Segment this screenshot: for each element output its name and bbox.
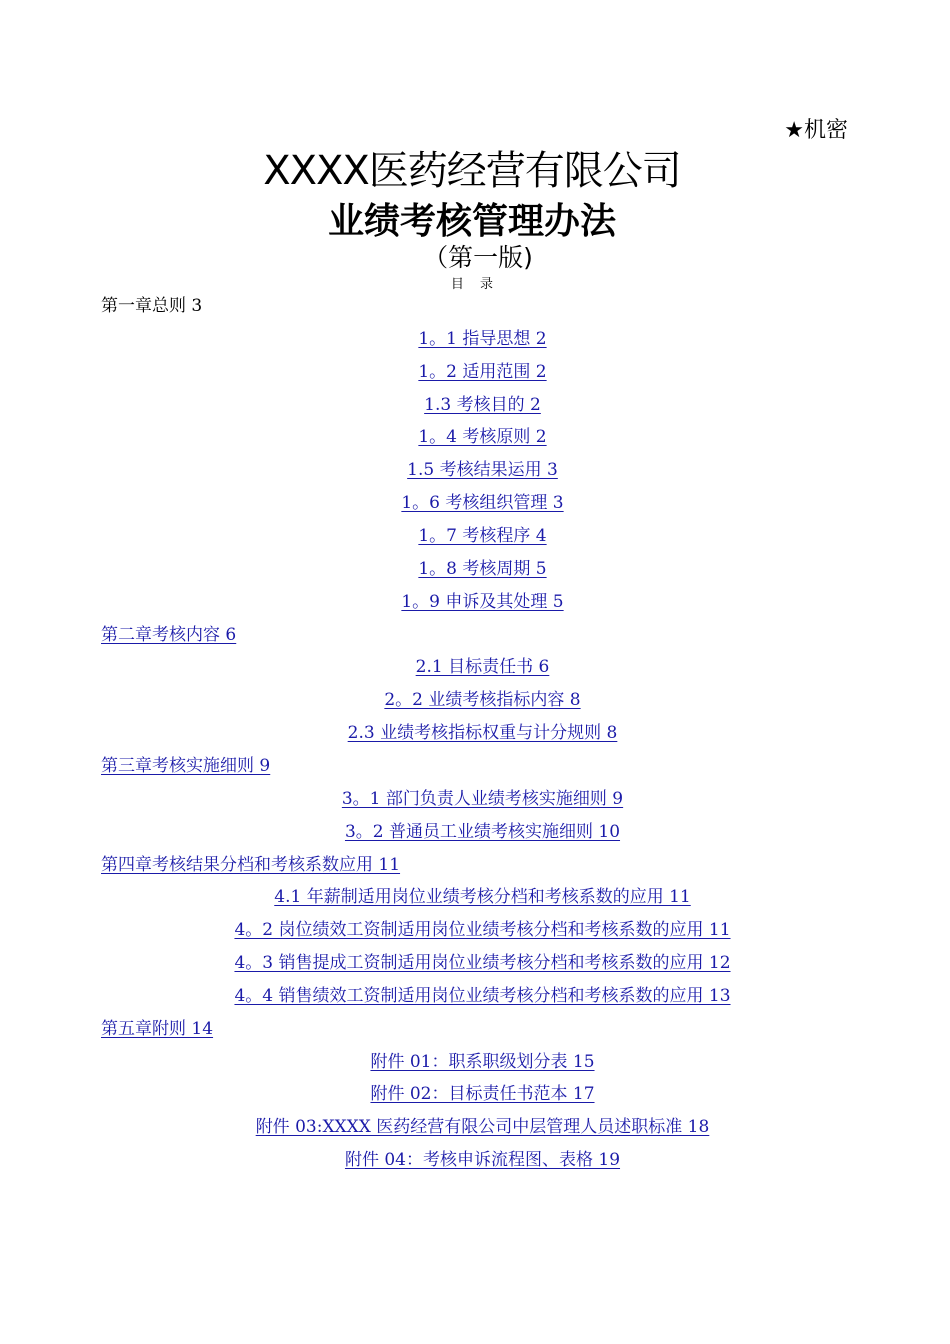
toc-chapter-link[interactable]: 第一章总则 3: [101, 296, 203, 316]
company-title: XXXX医药经营有限公司: [263, 148, 681, 194]
toc-section-link[interactable]: 附件 01：职系职级划分表 15: [370, 1051, 595, 1072]
toc-section-link[interactable]: 2.3 业绩考核指标权重与计分规则 8: [347, 723, 618, 743]
edition-label: （第一版): [423, 243, 533, 272]
toc-section-link[interactable]: 3。2 普通员工业绩考核实施细则 10: [344, 821, 621, 842]
toc-section-link[interactable]: 2.1 目标责任书 6: [415, 657, 550, 678]
toc-section-link[interactable]: 1。8 考核周期 5: [418, 558, 547, 579]
toc-section-link[interactable]: 4.1 年薪制适用岗位业绩考核分档和考核系数的应用 11: [274, 887, 691, 908]
toc-section-link[interactable]: 2。2 业绩考核指标内容 8: [384, 690, 581, 711]
toc-section-link[interactable]: 3。1 部门负责人业绩考核实施细则 9: [341, 788, 624, 809]
toc-heading: 目 录: [450, 277, 500, 292]
toc-section-link[interactable]: 4。4 销售绩效工资制适用岗位业绩考核分档和考核系数的应用 13: [234, 985, 731, 1006]
toc-chapter-link[interactable]: 第五章附则 14: [101, 1018, 214, 1039]
document-title: 业绩考核管理办法: [327, 201, 616, 242]
toc-section-link[interactable]: 1。4 考核原则 2: [418, 427, 547, 448]
toc-section-link[interactable]: 1.5 考核结果运用 3: [407, 460, 558, 481]
toc-section-link[interactable]: 4。2 岗位绩效工资制适用岗位业绩考核分档和考核系数的应用 11: [234, 920, 731, 941]
confidential-mark: ★机密: [784, 118, 848, 143]
toc-section-link[interactable]: 附件 04：考核申诉流程图、表格 19: [344, 1150, 621, 1171]
toc-section-link[interactable]: 1。2 适用范围 2: [418, 361, 547, 382]
toc-section-link[interactable]: 1.3 考核目的 2: [424, 394, 541, 415]
toc-chapter-link[interactable]: 第二章考核内容 6: [101, 624, 237, 645]
toc-chapter-link[interactable]: 第三章考核实施细则 9: [101, 755, 271, 776]
toc-section-link[interactable]: 1。7 考核程序 4: [418, 526, 547, 546]
toc-section-link[interactable]: 1。6 考核组织管理 3: [401, 493, 564, 514]
toc-section-link[interactable]: 附件 02：目标责任书范本 17: [370, 1084, 595, 1105]
toc-section-link[interactable]: 1。1 指导思想 2: [418, 328, 547, 349]
toc-section-link[interactable]: 4。3 销售提成工资制适用岗位业绩考核分档和考核系数的应用 12: [234, 953, 731, 973]
toc-chapter-link[interactable]: 第四章考核结果分档和考核系数应用 11: [101, 854, 401, 875]
toc-section-link[interactable]: 1。9 申诉及其处理 5: [401, 591, 564, 612]
toc-section-link[interactable]: 附件 03:XXXX 医药经营有限公司中层管理人员述职标准 18: [255, 1117, 710, 1138]
